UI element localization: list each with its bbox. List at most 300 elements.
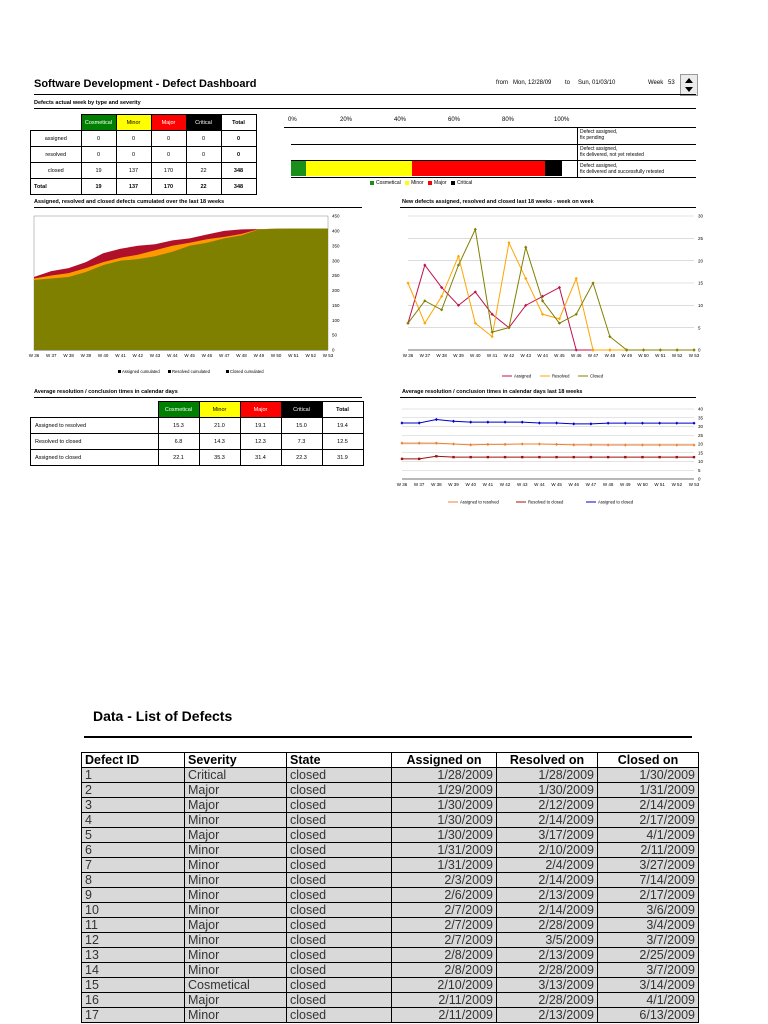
cell-state: closed: [287, 783, 392, 798]
from-label: from: [496, 80, 508, 86]
line-assigned: [408, 265, 694, 350]
data-point: [435, 455, 437, 457]
data-point: [401, 458, 403, 460]
severity-table-subtitle: Defects actual week by type and severity: [34, 100, 141, 106]
desc-line: fix delivered and successfully retested: [580, 169, 665, 175]
cell-resolved-on: 2/12/2009: [497, 798, 598, 813]
cell-defect-id: 16: [82, 993, 185, 1008]
legend-label: Assigned to resolved: [460, 499, 499, 505]
cell-total: 0: [221, 147, 256, 163]
data-point: [607, 422, 610, 425]
cell-severity: Minor: [185, 873, 287, 888]
col-cosmetical: Cosmetical: [81, 115, 116, 131]
x-tick-label: W 41: [486, 353, 498, 358]
x-tick-label: W 50: [638, 353, 649, 358]
avg-rule: [34, 397, 362, 398]
corner-cell: [31, 115, 82, 131]
cell-resolved-on: 2/14/2009: [497, 873, 598, 888]
cell-closed-on: 3/7/2009: [598, 963, 699, 978]
legend-label: Assigned cumulated: [122, 369, 160, 374]
cell-state: closed: [287, 798, 392, 813]
data-point: [469, 421, 472, 424]
x-tick-label: W 52: [671, 353, 683, 358]
legend-label: Closed: [590, 373, 604, 379]
cell-severity: Major: [185, 828, 287, 843]
cell-total: 0: [221, 131, 256, 147]
col-total: Total: [322, 402, 363, 418]
cell-total: 31.9: [322, 450, 363, 466]
x-tick-label: W 47: [587, 353, 599, 358]
cell-closed-on: 3/27/2009: [598, 858, 699, 873]
cell-assigned-on: 1/30/2009: [392, 798, 497, 813]
cell-closed-on: 3/4/2009: [598, 918, 699, 933]
data-point: [486, 421, 489, 424]
cell-total: 19.4: [322, 418, 363, 434]
data-point: [470, 456, 472, 458]
x-tick-label: W 51: [655, 353, 666, 358]
cell-resolved-on: 2/14/2009: [497, 903, 598, 918]
cell: 15.3: [158, 418, 199, 434]
table-row: [82, 918, 699, 933]
cell-assigned-on: 1/31/2009: [392, 843, 497, 858]
x-tick-label: W 38: [431, 482, 442, 487]
x-tick-label: W 46: [201, 353, 213, 358]
x-tick-label: W 49: [253, 353, 265, 358]
cell-severity: Major: [185, 783, 287, 798]
defect-list-table: [81, 752, 699, 1023]
cell: 22.3: [281, 450, 322, 466]
y-tick-label: 25: [698, 432, 704, 438]
table-row: [82, 798, 699, 813]
data-point: [608, 348, 611, 351]
data-point: [538, 456, 540, 458]
x-tick-label: W 43: [516, 482, 528, 487]
bar-divider: [577, 128, 578, 177]
cell: 31.4: [240, 450, 281, 466]
cell-state: closed: [287, 873, 392, 888]
cell-resolved-on: 2/28/2009: [497, 993, 598, 1008]
pct-tick: 0%: [288, 117, 297, 123]
data-point: [590, 456, 592, 458]
cell-closed-on: 1/30/2009: [598, 768, 699, 783]
cell: 22: [186, 163, 221, 179]
data-point: [521, 456, 523, 458]
legend-label: Assigned: [514, 373, 532, 379]
cell-assigned-on: 2/3/2009: [392, 873, 497, 888]
cell-resolved-on: 2/13/2009: [497, 888, 598, 903]
cell-resolved-on: 2/28/2009: [497, 963, 598, 978]
chart-rule: [400, 207, 696, 208]
cell-severity: Minor: [185, 888, 287, 903]
data-point: [575, 277, 578, 280]
cell-resolved-on: 3/13/2009: [497, 978, 598, 993]
cell-assigned-on: 1/31/2009: [392, 858, 497, 873]
cell-state: closed: [287, 813, 392, 828]
segment-critical: [545, 161, 562, 176]
cell-state: closed: [287, 843, 392, 858]
week-value: 53: [668, 80, 675, 86]
cell-closed-on: 2/11/2009: [598, 843, 699, 858]
cell-defect-id: 5: [82, 828, 185, 843]
y-tick-label: 450: [332, 213, 340, 219]
x-tick-label: W 45: [184, 353, 195, 358]
cell-defect-id: 17: [82, 1008, 185, 1023]
data-point: [524, 277, 527, 280]
y-tick-label: 100: [332, 317, 340, 323]
data-point: [418, 458, 420, 460]
cell-assigned-on: 1/30/2009: [392, 828, 497, 843]
cell-assigned-on: 2/11/2009: [392, 993, 497, 1008]
table-row: [82, 1008, 699, 1023]
chart-title: Assigned, resolved and closed defects cumulated over the last 18 weeks: [34, 199, 225, 205]
cell-defect-id: 8: [82, 873, 185, 888]
x-tick-label: W 42: [132, 353, 144, 358]
cell-defect-id: 12: [82, 933, 185, 948]
data-point: [486, 443, 489, 446]
page-title: Software Development - Defect Dashboard: [34, 78, 257, 90]
avg-times-chart: [398, 403, 718, 508]
data-point: [659, 348, 662, 351]
x-tick-label: W 43: [520, 353, 532, 358]
x-tick-label: W 51: [654, 482, 665, 487]
data-point: [692, 348, 695, 351]
x-tick-label: W 44: [534, 482, 545, 487]
cell-state: closed: [287, 828, 392, 843]
cell-severity: Minor: [185, 948, 287, 963]
desc-line: Defect assigned,: [580, 163, 618, 169]
x-tick-label: W 40: [465, 482, 476, 487]
data-point: [538, 421, 541, 424]
cell-assigned-on: 2/11/2009: [392, 1008, 497, 1023]
data-point: [418, 421, 421, 424]
severity-table: [30, 114, 257, 195]
corner-cell: [31, 402, 159, 418]
data-point: [521, 442, 524, 445]
cell-resolved-on: 1/30/2009: [497, 783, 598, 798]
cell: 14.3: [199, 434, 240, 450]
cell: 137: [116, 179, 151, 195]
row-label: resolved: [31, 147, 82, 163]
cell-closed-on: 6/13/2009: [598, 1008, 699, 1023]
from-date: Mon, 12/28/09: [513, 80, 552, 86]
line-resolved-to-closed: [402, 456, 694, 459]
cell-state: closed: [287, 993, 392, 1008]
cell-defect-id: 6: [82, 843, 185, 858]
x-tick-label: W 49: [621, 353, 632, 358]
cell-resolved-on: 2/4/2009: [497, 858, 598, 873]
cell: 12.3: [240, 434, 281, 450]
cell-closed-on: 4/1/2009: [598, 993, 699, 1008]
table-row: [82, 858, 699, 873]
cell: 170: [151, 163, 186, 179]
bar-description: [580, 163, 664, 175]
x-tick-label: W 52: [305, 353, 316, 358]
y-tick-label: 0: [698, 476, 701, 482]
cell-total: 12.5: [322, 434, 363, 450]
legend-swatch: [451, 181, 455, 185]
x-tick-label: W 41: [482, 482, 494, 487]
desc-line: Defect assigned,: [580, 129, 618, 135]
x-tick-label: W 36: [396, 482, 408, 487]
y-tick-label: 25: [698, 235, 704, 241]
bar-rule: [291, 144, 696, 145]
data-point: [406, 281, 409, 284]
x-tick-label: W 43: [149, 353, 161, 358]
y-tick-label: 200: [332, 288, 340, 294]
cell: 170: [151, 179, 186, 195]
cell: 15.0: [281, 418, 322, 434]
data-point: [452, 442, 455, 445]
col-total: Total: [221, 115, 256, 131]
cell-state: closed: [287, 933, 392, 948]
legend-swatch: [118, 370, 121, 373]
legend-label: Closed cumulated: [230, 369, 264, 374]
table-row: [82, 978, 699, 993]
y-tick-label: 40: [698, 406, 704, 412]
cell-state: closed: [287, 768, 392, 783]
legend-swatch: [168, 370, 171, 373]
data-point: [487, 456, 489, 458]
cell-assigned-on: 2/7/2009: [392, 918, 497, 933]
cell-resolved-on: 3/17/2009: [497, 828, 598, 843]
table-row: [31, 131, 257, 147]
cell-defect-id: 10: [82, 903, 185, 918]
cell: 0: [81, 131, 116, 147]
data-point: [642, 348, 645, 351]
x-tick-label: W 53: [688, 353, 700, 358]
cell-defect-id: 7: [82, 858, 185, 873]
table-row: [31, 418, 364, 434]
y-tick-label: 15: [698, 280, 704, 286]
cell-severity: Minor: [185, 1008, 287, 1023]
table-row: [82, 888, 699, 903]
cell-closed-on: 3/7/2009: [598, 933, 699, 948]
cell-assigned-on: 2/7/2009: [392, 903, 497, 918]
table-row: [31, 434, 364, 450]
cell-state: closed: [287, 858, 392, 873]
y-tick-label: 0: [698, 347, 701, 353]
desc-line: Defect assigned,: [580, 146, 618, 152]
data-point: [555, 456, 557, 458]
cell: 19: [81, 179, 116, 195]
cell-severity: Minor: [185, 933, 287, 948]
x-tick-label: W 45: [551, 482, 562, 487]
x-tick-label: W 38: [63, 353, 74, 358]
cell-defect-id: 15: [82, 978, 185, 993]
data-point: [675, 422, 678, 425]
cell: 19.1: [240, 418, 281, 434]
cell-closed-on: 2/25/2009: [598, 948, 699, 963]
cell-defect-id: 14: [82, 963, 185, 978]
line-closed: [408, 229, 694, 350]
x-tick-label: W 47: [585, 482, 597, 487]
line-resolved: [408, 243, 694, 350]
data-point: [474, 228, 477, 231]
cell-assigned-on: 1/29/2009: [392, 783, 497, 798]
data-point: [541, 313, 544, 316]
bar-rule: [284, 127, 696, 128]
cell-resolved-on: 2/13/2009: [497, 1008, 598, 1023]
cell: 0: [81, 147, 116, 163]
desc-line: fix delivered, not yet retested: [580, 152, 644, 158]
cell-closed-on: 4/1/2009: [598, 828, 699, 843]
cell: 0: [151, 147, 186, 163]
chart-title: Average resolution / conclusion times in calendar days last 18 weeks: [402, 389, 583, 395]
cell-assigned-on: 2/10/2009: [392, 978, 497, 993]
cell: 35.3: [199, 450, 240, 466]
col-minor: Minor: [199, 402, 240, 418]
cell-state: closed: [287, 978, 392, 993]
data-point: [624, 456, 626, 458]
y-tick-label: 300: [332, 258, 340, 264]
row-label: closed: [31, 163, 82, 179]
x-tick-label: W 47: [218, 353, 230, 358]
to-date: Sun, 01/03/10: [578, 80, 616, 86]
cell-closed-on: 7/14/2009: [598, 873, 699, 888]
row-label: Resolved to closed: [31, 434, 159, 450]
x-tick-label: W 50: [637, 482, 648, 487]
table-row: [31, 147, 257, 163]
y-tick-label: 5: [698, 325, 701, 331]
cell-defect-id: 1: [82, 768, 185, 783]
cell-assigned-on: 2/8/2009: [392, 948, 497, 963]
bar-rule: [291, 177, 696, 178]
y-tick-label: 10: [698, 302, 704, 308]
cell-severity: Major: [185, 798, 287, 813]
data-point: [558, 317, 561, 320]
cell: 22: [186, 179, 221, 195]
week-label: Week: [648, 80, 664, 86]
table-row: [82, 993, 699, 1008]
data-point: [575, 348, 578, 351]
data-point: [503, 421, 506, 424]
row-label: Assigned to closed: [31, 450, 159, 466]
cell-resolved-on: 2/14/2009: [497, 813, 598, 828]
cell-state: closed: [287, 903, 392, 918]
data-point: [693, 456, 695, 458]
data-point: [692, 422, 695, 425]
x-tick-label: W 51: [288, 353, 299, 358]
data-point: [658, 456, 660, 458]
data-point: [624, 422, 627, 425]
stacked-bar-closed: [291, 161, 562, 176]
legend-label: Assigned to closed: [598, 499, 634, 505]
spinner-up-icon[interactable]: [685, 78, 693, 83]
table-row: [82, 948, 699, 963]
x-tick-label: W 39: [453, 353, 464, 358]
cell-defect-id: 11: [82, 918, 185, 933]
weekly-defects-chart: [398, 210, 718, 382]
cell-state: closed: [287, 918, 392, 933]
cell: 19: [81, 163, 116, 179]
cell-state: closed: [287, 963, 392, 978]
data-point: [555, 443, 558, 446]
segment-cosmetical: [291, 161, 306, 176]
x-tick-label: W 37: [419, 353, 431, 358]
data-point: [521, 421, 524, 424]
cell-assigned-on: 2/7/2009: [392, 933, 497, 948]
col-major: Major: [240, 402, 281, 418]
y-tick-label: 15: [698, 450, 704, 456]
data-point: [524, 246, 527, 249]
line-assigned-to-closed: [402, 420, 694, 424]
table-row: [82, 963, 699, 978]
x-tick-label: W 52: [671, 482, 683, 487]
x-tick-label: W 48: [236, 353, 247, 358]
y-tick-label: 10: [698, 459, 704, 465]
cell-severity: Cosmetical: [185, 978, 287, 993]
cell-defect-id: 4: [82, 813, 185, 828]
x-tick-label: W 46: [568, 482, 580, 487]
cell-assigned-on: 1/28/2009: [392, 768, 497, 783]
cell: 0: [116, 131, 151, 147]
bar-description: [580, 129, 617, 141]
data-point: [641, 456, 643, 458]
x-tick-label: W 53: [322, 353, 334, 358]
y-tick-label: 0: [332, 347, 335, 353]
legend-swatch: [370, 181, 374, 185]
y-tick-label: 250: [332, 273, 340, 279]
chart-rule: [34, 207, 362, 208]
header-assigned-on: Assigned on: [392, 753, 497, 768]
data-point: [452, 456, 454, 458]
cell-assigned-on: 2/8/2009: [392, 963, 497, 978]
data-point: [400, 421, 403, 424]
y-tick-label: 150: [332, 302, 340, 308]
data-point: [572, 422, 575, 425]
cell-defect-id: 9: [82, 888, 185, 903]
cell: 22.1: [158, 450, 199, 466]
data-point: [457, 255, 460, 258]
spinner-down-icon[interactable]: [685, 87, 693, 92]
legend-swatch: [428, 181, 432, 185]
header-resolved-on: Resolved on: [497, 753, 598, 768]
y-tick-label: 20: [698, 441, 704, 447]
subtitle-rule: [34, 108, 696, 109]
data-point: [538, 442, 541, 445]
x-tick-label: W 49: [620, 482, 631, 487]
cell-closed-on: 2/17/2009: [598, 813, 699, 828]
cell: 0: [186, 147, 221, 163]
col-major: Major: [151, 115, 186, 131]
stacked-legend: [370, 180, 472, 186]
cell-severity: Major: [185, 993, 287, 1008]
legend-label: Cosmetical: [376, 180, 401, 186]
avg-table: [30, 401, 364, 466]
legend-label: Resolved: [552, 373, 570, 379]
x-tick-label: W 45: [554, 353, 565, 358]
cell-assigned-on: 1/30/2009: [392, 813, 497, 828]
table-row: [31, 450, 364, 466]
y-tick-label: 350: [332, 243, 340, 249]
x-tick-label: W 37: [46, 353, 57, 358]
cell-resolved-on: 2/28/2009: [497, 918, 598, 933]
data-point: [658, 422, 661, 425]
data-point: [507, 241, 510, 244]
cell: 21.0: [199, 418, 240, 434]
data-point: [435, 418, 438, 421]
table-row: [82, 873, 699, 888]
week-spinner[interactable]: [680, 74, 698, 96]
y-tick-label: 50: [332, 332, 338, 338]
cell-severity: Minor: [185, 843, 287, 858]
legend-swatch: [405, 181, 409, 185]
table-row: [82, 933, 699, 948]
table-row: [31, 163, 257, 179]
cell-state: closed: [287, 948, 392, 963]
x-tick-label: W 40: [97, 353, 109, 358]
x-tick-label: W 48: [602, 482, 614, 487]
